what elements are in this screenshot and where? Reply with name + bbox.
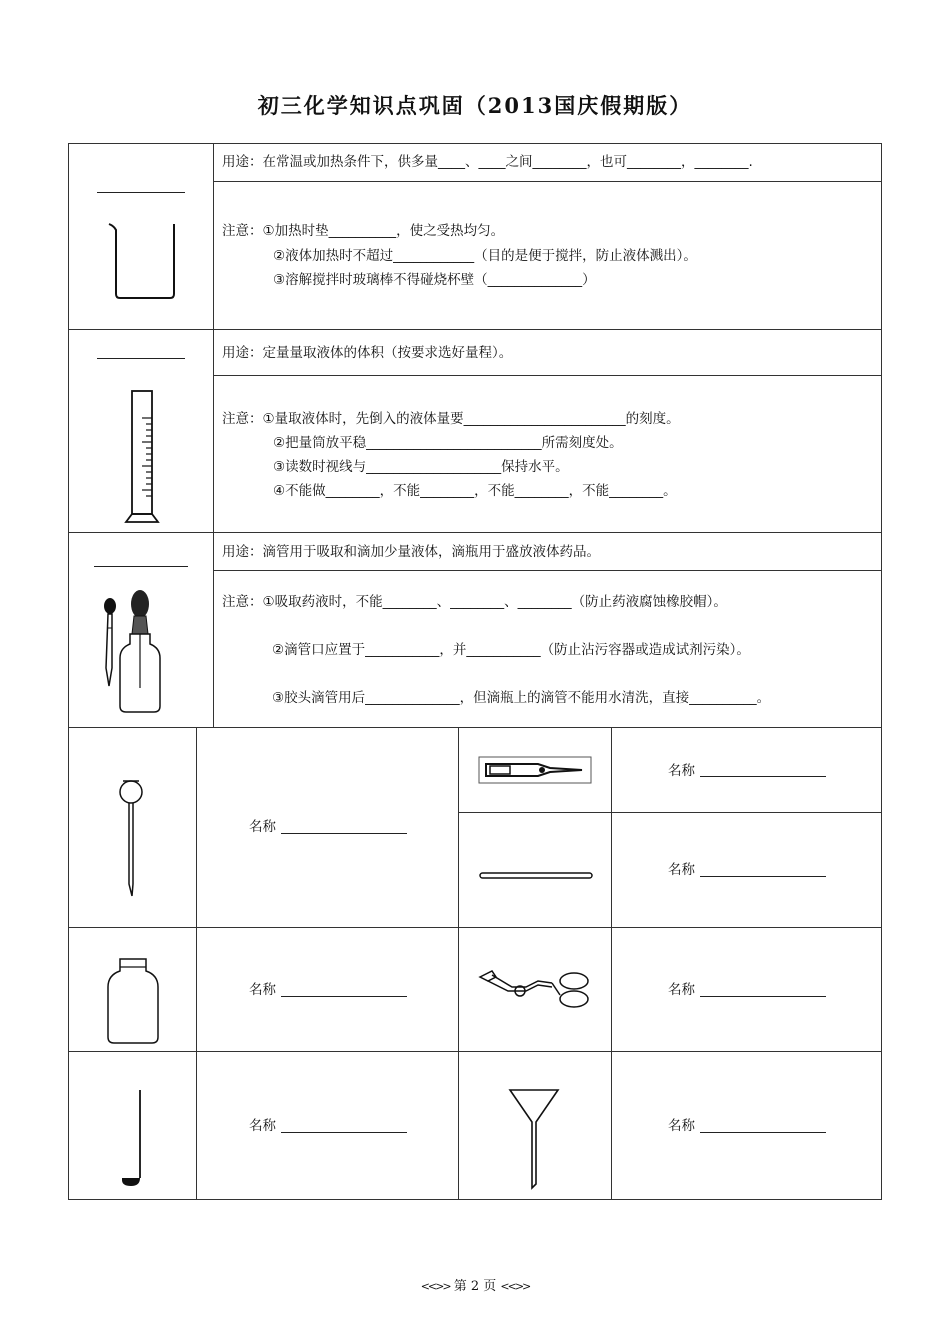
row-divider [458, 812, 882, 813]
column-divider [213, 143, 214, 727]
ornament-left-icon: <<>> [420, 1280, 450, 1293]
dropper-note-1: 注意：①吸取药液时，不能________、________、________（防止药液腐蚀橡胶帽）。 [222, 594, 727, 610]
beaker-note-1: 注意：①加热时垫__________，使之受热均匀。 [222, 223, 505, 239]
grid-name-blank[interactable] [700, 776, 826, 777]
beaker-usage: 用途：在常温或加热条件下，供多量____、____之间________，也可________，________. [222, 154, 753, 170]
cylinder-note-1: 注意：①量取液体时，先倒入的液体量要________________________的刻度。 [222, 411, 680, 427]
grid-name-blank[interactable] [281, 1132, 407, 1133]
dropper-usage: 用途：滴管用于吸取和滴加少量液体，滴瓶用于盛放液体药品。 [222, 544, 600, 560]
column-divider [611, 727, 612, 1200]
section-divider [68, 532, 882, 533]
dropper-and-bottle-icon [96, 588, 170, 716]
ornament-right-icon: <<>> [500, 1280, 530, 1293]
dropper-note-3: ③胶头滴管用后______________，但滴瓶上的滴管不能用水清洗，直接__________。 [272, 690, 771, 706]
beaker-name-blank[interactable] [97, 192, 185, 193]
grid-label-2: 名称 [668, 763, 695, 779]
cylinder-note-3: ③读数时视线与____________________保持水平。 [273, 459, 569, 475]
column-divider [458, 727, 459, 1200]
grid-name-blank[interactable] [281, 996, 407, 997]
grid-label-7: 名称 [668, 1118, 695, 1134]
cylinder-name-blank[interactable] [97, 358, 185, 359]
beaker-note-2: ②液体加热时不超过____________（目的是便于搅拌，防止液体溅出）。 [273, 248, 697, 264]
grid-name-blank[interactable] [700, 876, 826, 877]
crucible-tongs-icon [478, 969, 594, 1009]
worksheet-table [68, 143, 882, 1200]
beaker-note-3: ③溶解搅拌时玻璃棒不得碰烧杯壁（______________） [273, 272, 596, 288]
usage-divider [213, 181, 882, 182]
combustion-spoon-icon [118, 1088, 148, 1190]
grid-name-blank[interactable] [281, 833, 407, 834]
section-divider [68, 727, 882, 728]
grid-label-6: 名称 [249, 1118, 276, 1134]
column-divider [196, 727, 197, 1200]
row-divider [68, 1051, 882, 1052]
grid-label-4: 名称 [249, 982, 276, 998]
beaker-icon [106, 220, 180, 302]
section-divider [68, 329, 882, 330]
graduated-cylinder-icon [122, 388, 162, 524]
glass-rod-icon [478, 871, 594, 881]
grid-label-3: 名称 [668, 862, 695, 878]
grid-label-5: 名称 [668, 982, 695, 998]
usage-divider [213, 570, 882, 571]
page-footer [0, 1275, 950, 1294]
test-tube-holder-icon [478, 756, 592, 784]
cylinder-note-2: ②把量筒放平稳__________________________所需刻度处。 [273, 435, 623, 451]
grid-name-blank[interactable] [700, 996, 826, 997]
long-stem-funnel-icon [114, 776, 148, 902]
reagent-bottle-icon [106, 957, 160, 1045]
grid-name-blank[interactable] [700, 1132, 826, 1133]
cylinder-usage: 用途：定量量取液体的体积（按要求选好量程）。 [222, 345, 513, 361]
cylinder-note-4: ④不能做________，不能________，不能________，不能________。 [273, 483, 677, 499]
dropper-note-2: ②滴管口应置于___________，并___________（防止沾污容器或造成试剂污染）。 [272, 642, 750, 658]
funnel-icon [508, 1088, 560, 1190]
page-title: 初三化学知识点巩固（2013国庆假期版） [257, 93, 693, 118]
row-divider [68, 927, 882, 928]
page-number: 第 2 页 [453, 1279, 497, 1294]
grid-label-1: 名称 [249, 819, 276, 835]
dropper-name-blank[interactable] [94, 566, 188, 567]
usage-divider [213, 375, 882, 376]
